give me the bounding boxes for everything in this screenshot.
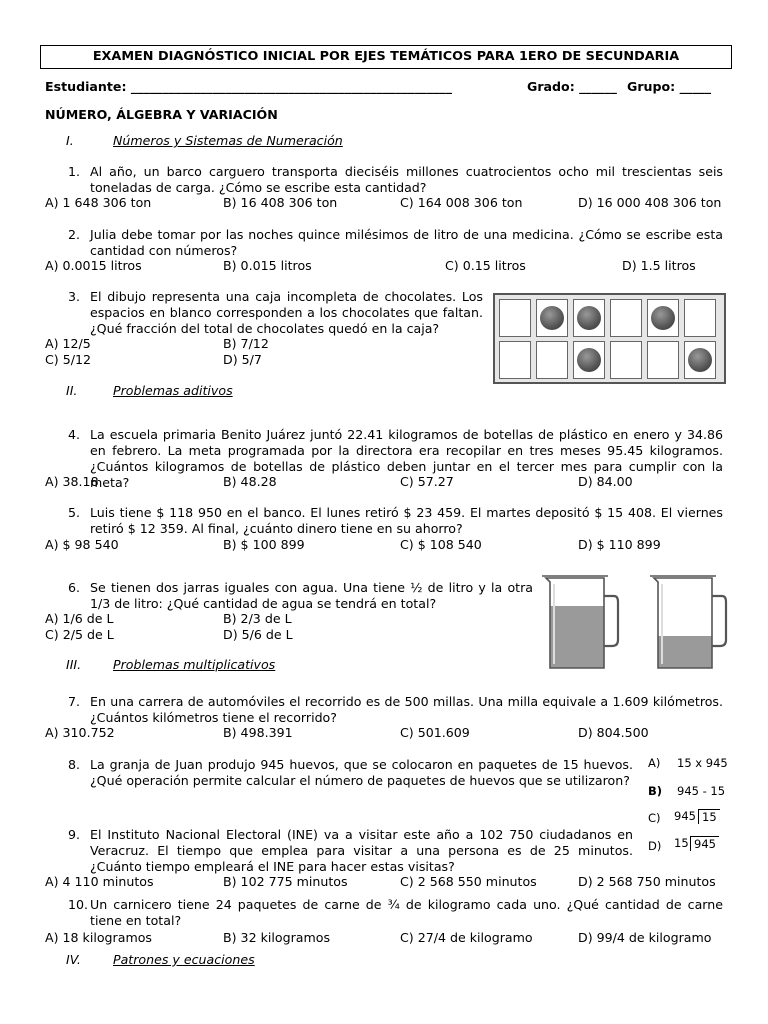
chocolate-box-image xyxy=(493,293,726,384)
choice-d[interactable]: D) 804.500 xyxy=(578,725,649,740)
choice-d[interactable]: D) 2 568 750 minutos xyxy=(578,874,716,889)
chocolate-slot xyxy=(684,299,716,337)
chocolate-slot xyxy=(610,299,642,337)
student-field-label: Estudiante: ___________________________________________________ xyxy=(45,79,453,94)
choice-d[interactable]: D) 1.5 litros xyxy=(622,258,696,273)
choice-c[interactable]: C) 501.609 xyxy=(400,725,470,740)
choice-d[interactable]: D) $ 110 899 xyxy=(578,537,661,552)
question-1 xyxy=(68,164,723,196)
choice-d-expression: 15 xyxy=(674,836,689,850)
choice-a[interactable]: A) 310.752 xyxy=(45,725,115,740)
exam-title: EXAMEN DIAGNÓSTICO INICIAL POR EJES TEMÁTICOS PARA 1ERO DE SECUNDARIA xyxy=(40,45,732,69)
choice-c[interactable]: C) 5/12 xyxy=(45,352,91,367)
question-number: 2. xyxy=(68,227,81,242)
section-number: I. xyxy=(66,133,74,148)
chocolate xyxy=(577,348,601,372)
choice-d[interactable]: D) 5/6 de L xyxy=(223,627,293,642)
choices-10 xyxy=(45,930,735,946)
question-text: En una carrera de automóviles el recorrido es de 500 millas. Una milla equivale a 1.609 kilómetros. ¿Cuántos kilómetros tiene el recorrido? xyxy=(90,694,723,725)
group-field-label: Grupo: _____ xyxy=(627,79,712,94)
choice-b[interactable]: B) 16 408 306 ton xyxy=(223,195,338,210)
choices-4 xyxy=(45,474,735,490)
chocolate xyxy=(688,348,712,372)
question-number: 9. xyxy=(68,827,81,842)
question-text: El Instituto Nacional Electoral (INE) va a visitar este año a 102 750 ciudadanos en Veracruz. El tiempo que emplea para visitar a una persona es de 25 minutos. ¿Cuánto tiempo empleará el INE para hacer estas visitas? xyxy=(90,827,633,874)
question-9 xyxy=(68,827,633,875)
question-2 xyxy=(68,227,723,259)
choice-b[interactable]: B) 498.391 xyxy=(223,725,293,740)
choice-b-label[interactable]: B) xyxy=(648,784,663,798)
question-number: 6. xyxy=(68,580,81,595)
water-jugs-image xyxy=(540,572,730,674)
choice-a[interactable]: A) 4 110 minutos xyxy=(45,874,154,889)
choices-9 xyxy=(45,874,735,890)
question-3 xyxy=(68,289,483,337)
choice-c-expression: 945 xyxy=(674,809,696,823)
jug-left xyxy=(542,576,618,668)
choice-b[interactable]: B) $ 100 899 xyxy=(223,537,305,552)
question-10 xyxy=(68,897,723,929)
choice-a[interactable]: A) 12/5 xyxy=(45,336,91,351)
question-number: 5. xyxy=(68,505,81,520)
question-text: La granja de Juan produjo 945 huevos, que se colocaron en paquetes de 15 huevos. ¿Qué operación permite calcular el número de paquetes de huevos que se utilizaron? xyxy=(90,757,633,788)
chocolate-slot xyxy=(610,341,642,379)
question-text: Al año, un barco carguero transporta dieciséis millones cuatrocientos ocho mil trescientas seis toneladas de carga. ¿Cómo se escribe esta cantidad? xyxy=(90,164,723,195)
choice-c[interactable]: C) 164 008 306 ton xyxy=(400,195,523,210)
choice-a[interactable]: A) $ 98 540 xyxy=(45,537,119,552)
question-7 xyxy=(68,694,723,726)
question-text: La escuela primaria Benito Juárez juntó 22.41 kilogramos de botellas de plástico en enero y 34.86 en febrero. La meta programada por la directora era recopilar en tres meses 95.45 kilogramos. ¿Cuántos kilogramos de botellas de plástico deben juntar en el tercer mes para cumplir con la meta? xyxy=(90,427,723,490)
question-number: 3. xyxy=(68,289,81,304)
choices-1 xyxy=(45,195,735,211)
chocolate-slot xyxy=(499,299,531,337)
choice-d[interactable]: D) 16 000 408 306 ton xyxy=(578,195,722,210)
question-text: Un carnicero tiene 24 paquetes de carne de ¾ de kilogramo cada uno. ¿Qué cantidad de carne tiene en total? xyxy=(90,897,723,928)
choice-d[interactable]: D) 84.00 xyxy=(578,474,633,489)
question-number: 7. xyxy=(68,694,81,709)
chocolate xyxy=(577,306,601,330)
question-text: El dibujo representa una caja incompleta de chocolates. Los espacios en blanco corresponden a los chocolates que faltan. ¿Qué fracción del total de chocolates quedó en la caja? xyxy=(90,289,483,336)
question-8 xyxy=(68,757,633,789)
axis-title: NÚMERO, ÁLGEBRA Y VARIACIÓN xyxy=(45,107,278,122)
choice-b[interactable]: B) 102 775 minutos xyxy=(223,874,348,889)
question-text: Se tienen dos jarras iguales con agua. Una tiene ½ de litro y la otra 1/3 de litro: ¿Qué cantidad de agua se tendrá en total? xyxy=(90,580,533,611)
choice-c[interactable]: C) 0.15 litros xyxy=(445,258,526,273)
choice-c[interactable]: C) 2 568 550 minutos xyxy=(400,874,537,889)
section-number: IV. xyxy=(66,952,81,967)
choices-2 xyxy=(45,258,735,274)
section-number: III. xyxy=(66,657,82,672)
question-6 xyxy=(68,580,533,612)
choice-c[interactable]: C) $ 108 540 xyxy=(400,537,482,552)
choice-c[interactable]: C) 27/4 de kilogramo xyxy=(400,930,533,945)
chocolate-slot xyxy=(536,299,568,337)
choice-d[interactable]: D) 5/7 xyxy=(223,352,262,367)
section-title: Problemas aditivos xyxy=(113,383,233,398)
choice-b-expression: 945 - 15 xyxy=(677,784,726,798)
choice-c[interactable]: C) 57.27 xyxy=(400,474,454,489)
chocolate-slot xyxy=(684,341,716,379)
section-title: Patrones y ecuaciones xyxy=(113,952,255,967)
question-number: 8. xyxy=(68,757,81,772)
chocolate-slot xyxy=(573,341,605,379)
chocolate-slot xyxy=(647,341,679,379)
choice-c[interactable]: C) 2/5 de L xyxy=(45,627,114,642)
question-text: Luis tiene $ 118 950 en el banco. El lunes retiró $ 23 459. El martes depositó $ 15 408. El viernes retiró $ 12 359. Al final, ¿cuánto dinero tiene en su ahorro? xyxy=(90,505,723,536)
choice-b[interactable]: B) 7/12 xyxy=(223,336,269,351)
choice-a-label[interactable]: A) xyxy=(648,756,661,770)
grade-field-label: Grado: ______ xyxy=(527,79,617,94)
choices-7 xyxy=(45,725,735,741)
choice-a[interactable]: A) 0.0015 litros xyxy=(45,258,142,273)
choice-a[interactable]: A) 18 kilogramos xyxy=(45,930,152,945)
question-number: 10. xyxy=(68,897,89,912)
choice-a-expression: 15 x 945 xyxy=(677,756,728,770)
choices-5 xyxy=(45,537,735,553)
choice-b[interactable]: B) 32 kilogramos xyxy=(223,930,331,945)
jug-right xyxy=(650,576,726,668)
choice-b[interactable]: B) 0.015 litros xyxy=(223,258,312,273)
chocolate-slot xyxy=(499,341,531,379)
choice-a[interactable]: A) 1/6 de L xyxy=(45,611,114,626)
chocolate-slot xyxy=(647,299,679,337)
choice-a[interactable]: A) 38.18 xyxy=(45,474,99,489)
section-title: Problemas multiplicativos xyxy=(113,657,276,672)
question-number: 1. xyxy=(68,164,81,179)
chocolate xyxy=(540,306,564,330)
choice-a[interactable]: A) 1 648 306 ton xyxy=(45,195,152,210)
question-5 xyxy=(68,505,723,537)
chocolate-slot xyxy=(536,341,568,379)
choice-d-label[interactable]: D) xyxy=(648,839,662,853)
section-title: Números y Sistemas de Numeración xyxy=(113,133,343,148)
choice-c-label[interactable]: C) xyxy=(648,811,661,825)
question-text: Julia debe tomar por las noches quince milésimos de litro de una medicina. ¿Cómo se escribe esta cantidad con números? xyxy=(90,227,723,258)
chocolate-slot xyxy=(573,299,605,337)
choice-d-division: 945 xyxy=(690,836,719,851)
section-number: II. xyxy=(66,383,78,398)
choice-d[interactable]: D) 99/4 de kilogramo xyxy=(578,930,712,945)
chocolate xyxy=(651,306,675,330)
choice-b[interactable]: B) 48.28 xyxy=(223,474,277,489)
choice-c-division: 15 xyxy=(698,809,720,824)
choice-b[interactable]: B) 2/3 de L xyxy=(223,611,292,626)
question-number: 4. xyxy=(68,427,81,442)
